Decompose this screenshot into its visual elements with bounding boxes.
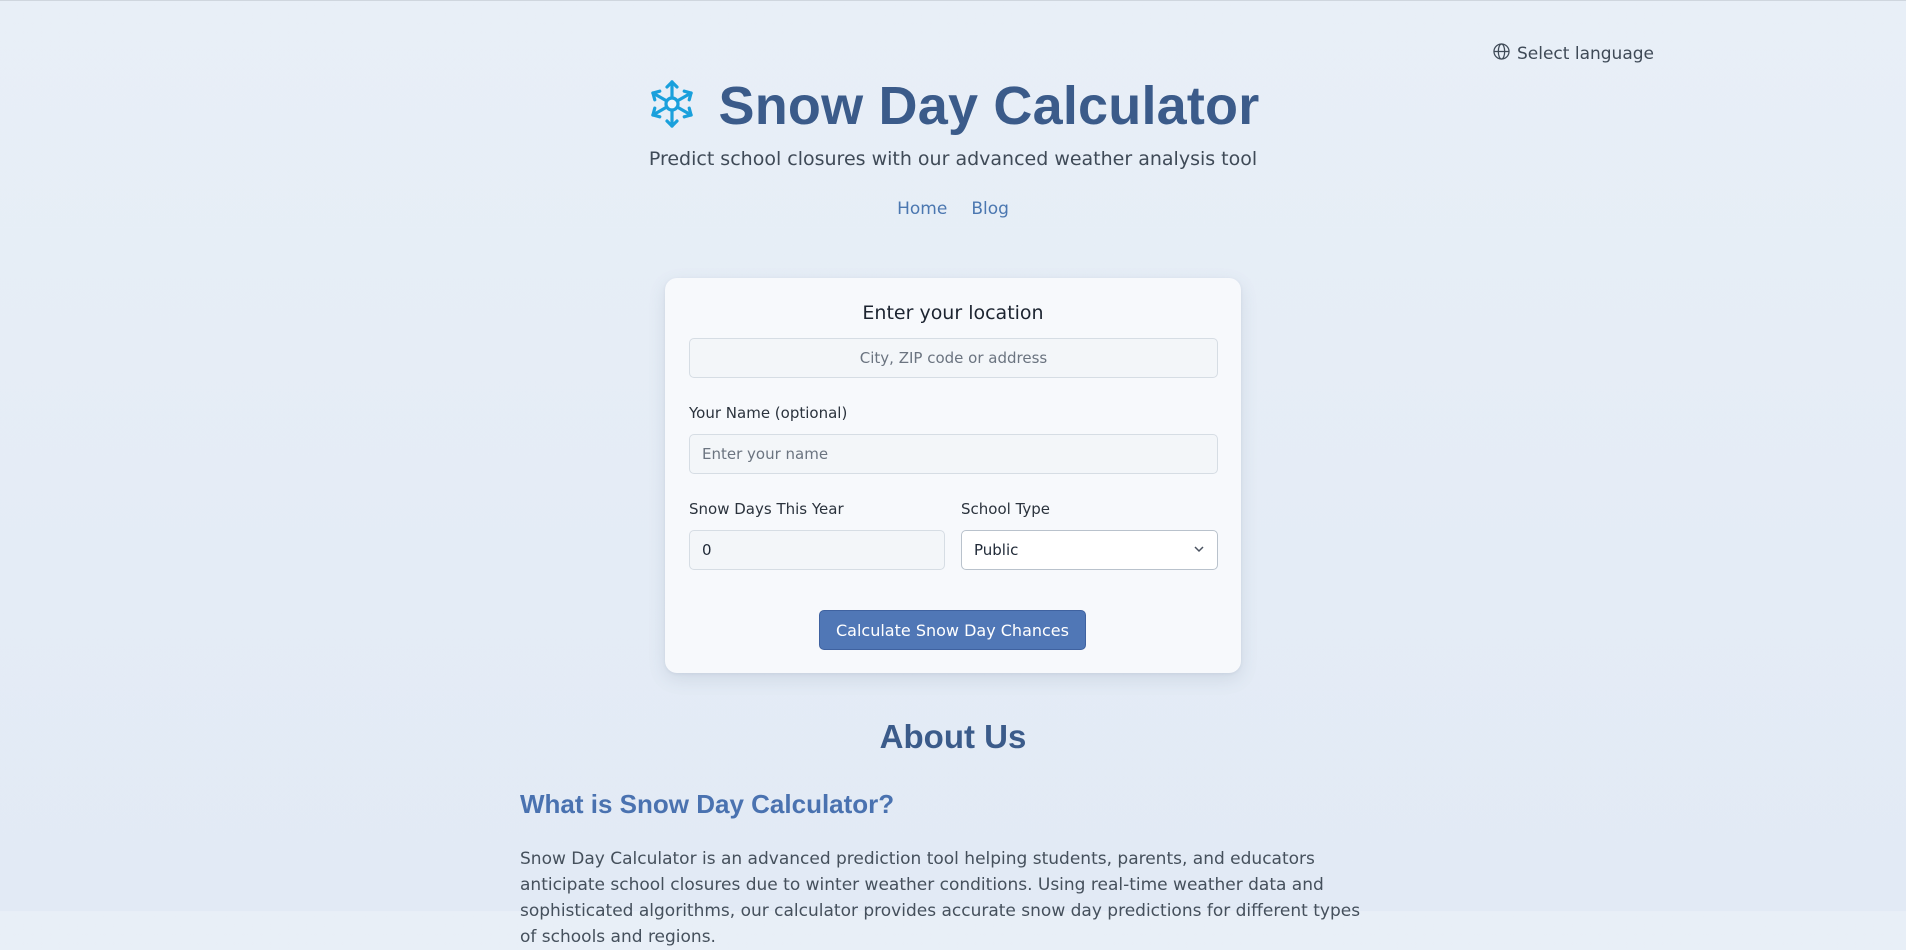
globe-icon (1492, 42, 1511, 66)
about-subheading: What is Snow Day Calculator? (520, 789, 895, 819)
nav-item-home[interactable]: Home (897, 199, 948, 219)
page-header (0, 72, 1906, 140)
calculator-card (665, 278, 1241, 673)
top-divider (0, 0, 1906, 1)
language-label: Select language (1517, 44, 1654, 64)
snow-days-input[interactable] (689, 530, 945, 570)
name-label: Your Name (optional) (689, 404, 848, 422)
school-type-value: Public (974, 541, 1019, 559)
school-type-label: School Type (961, 500, 1051, 518)
about-paragraph: Snow Day Calculator is an advanced prediction tool helping students, parents, and educators anticipate school closures due to winter weather conditions. Using real-time weather data and sophisticated algorithms, our calculator provides accurate snow day predictions for different types of schools and regions. (520, 849, 1361, 947)
location-heading: Enter your location (862, 302, 1044, 324)
calculate-button[interactable]: Calculate Snow Day Chances (819, 610, 1086, 650)
about-heading: About Us (879, 718, 1027, 755)
page-title: Snow Day Calculator (718, 76, 1260, 136)
language-selector[interactable] (1492, 42, 1654, 66)
snowflake-icon (647, 79, 697, 133)
name-input[interactable] (689, 434, 1218, 474)
nav-item-blog[interactable]: Blog (971, 199, 1009, 219)
location-input[interactable] (689, 338, 1218, 378)
page-subtitle: Predict school closures with our advanced weather analysis tool (648, 148, 1258, 170)
snow-days-label: Snow Days This Year (689, 500, 844, 518)
school-type-select[interactable] (961, 530, 1218, 570)
main-nav (0, 199, 1906, 219)
chevron-down-icon (1193, 541, 1205, 559)
